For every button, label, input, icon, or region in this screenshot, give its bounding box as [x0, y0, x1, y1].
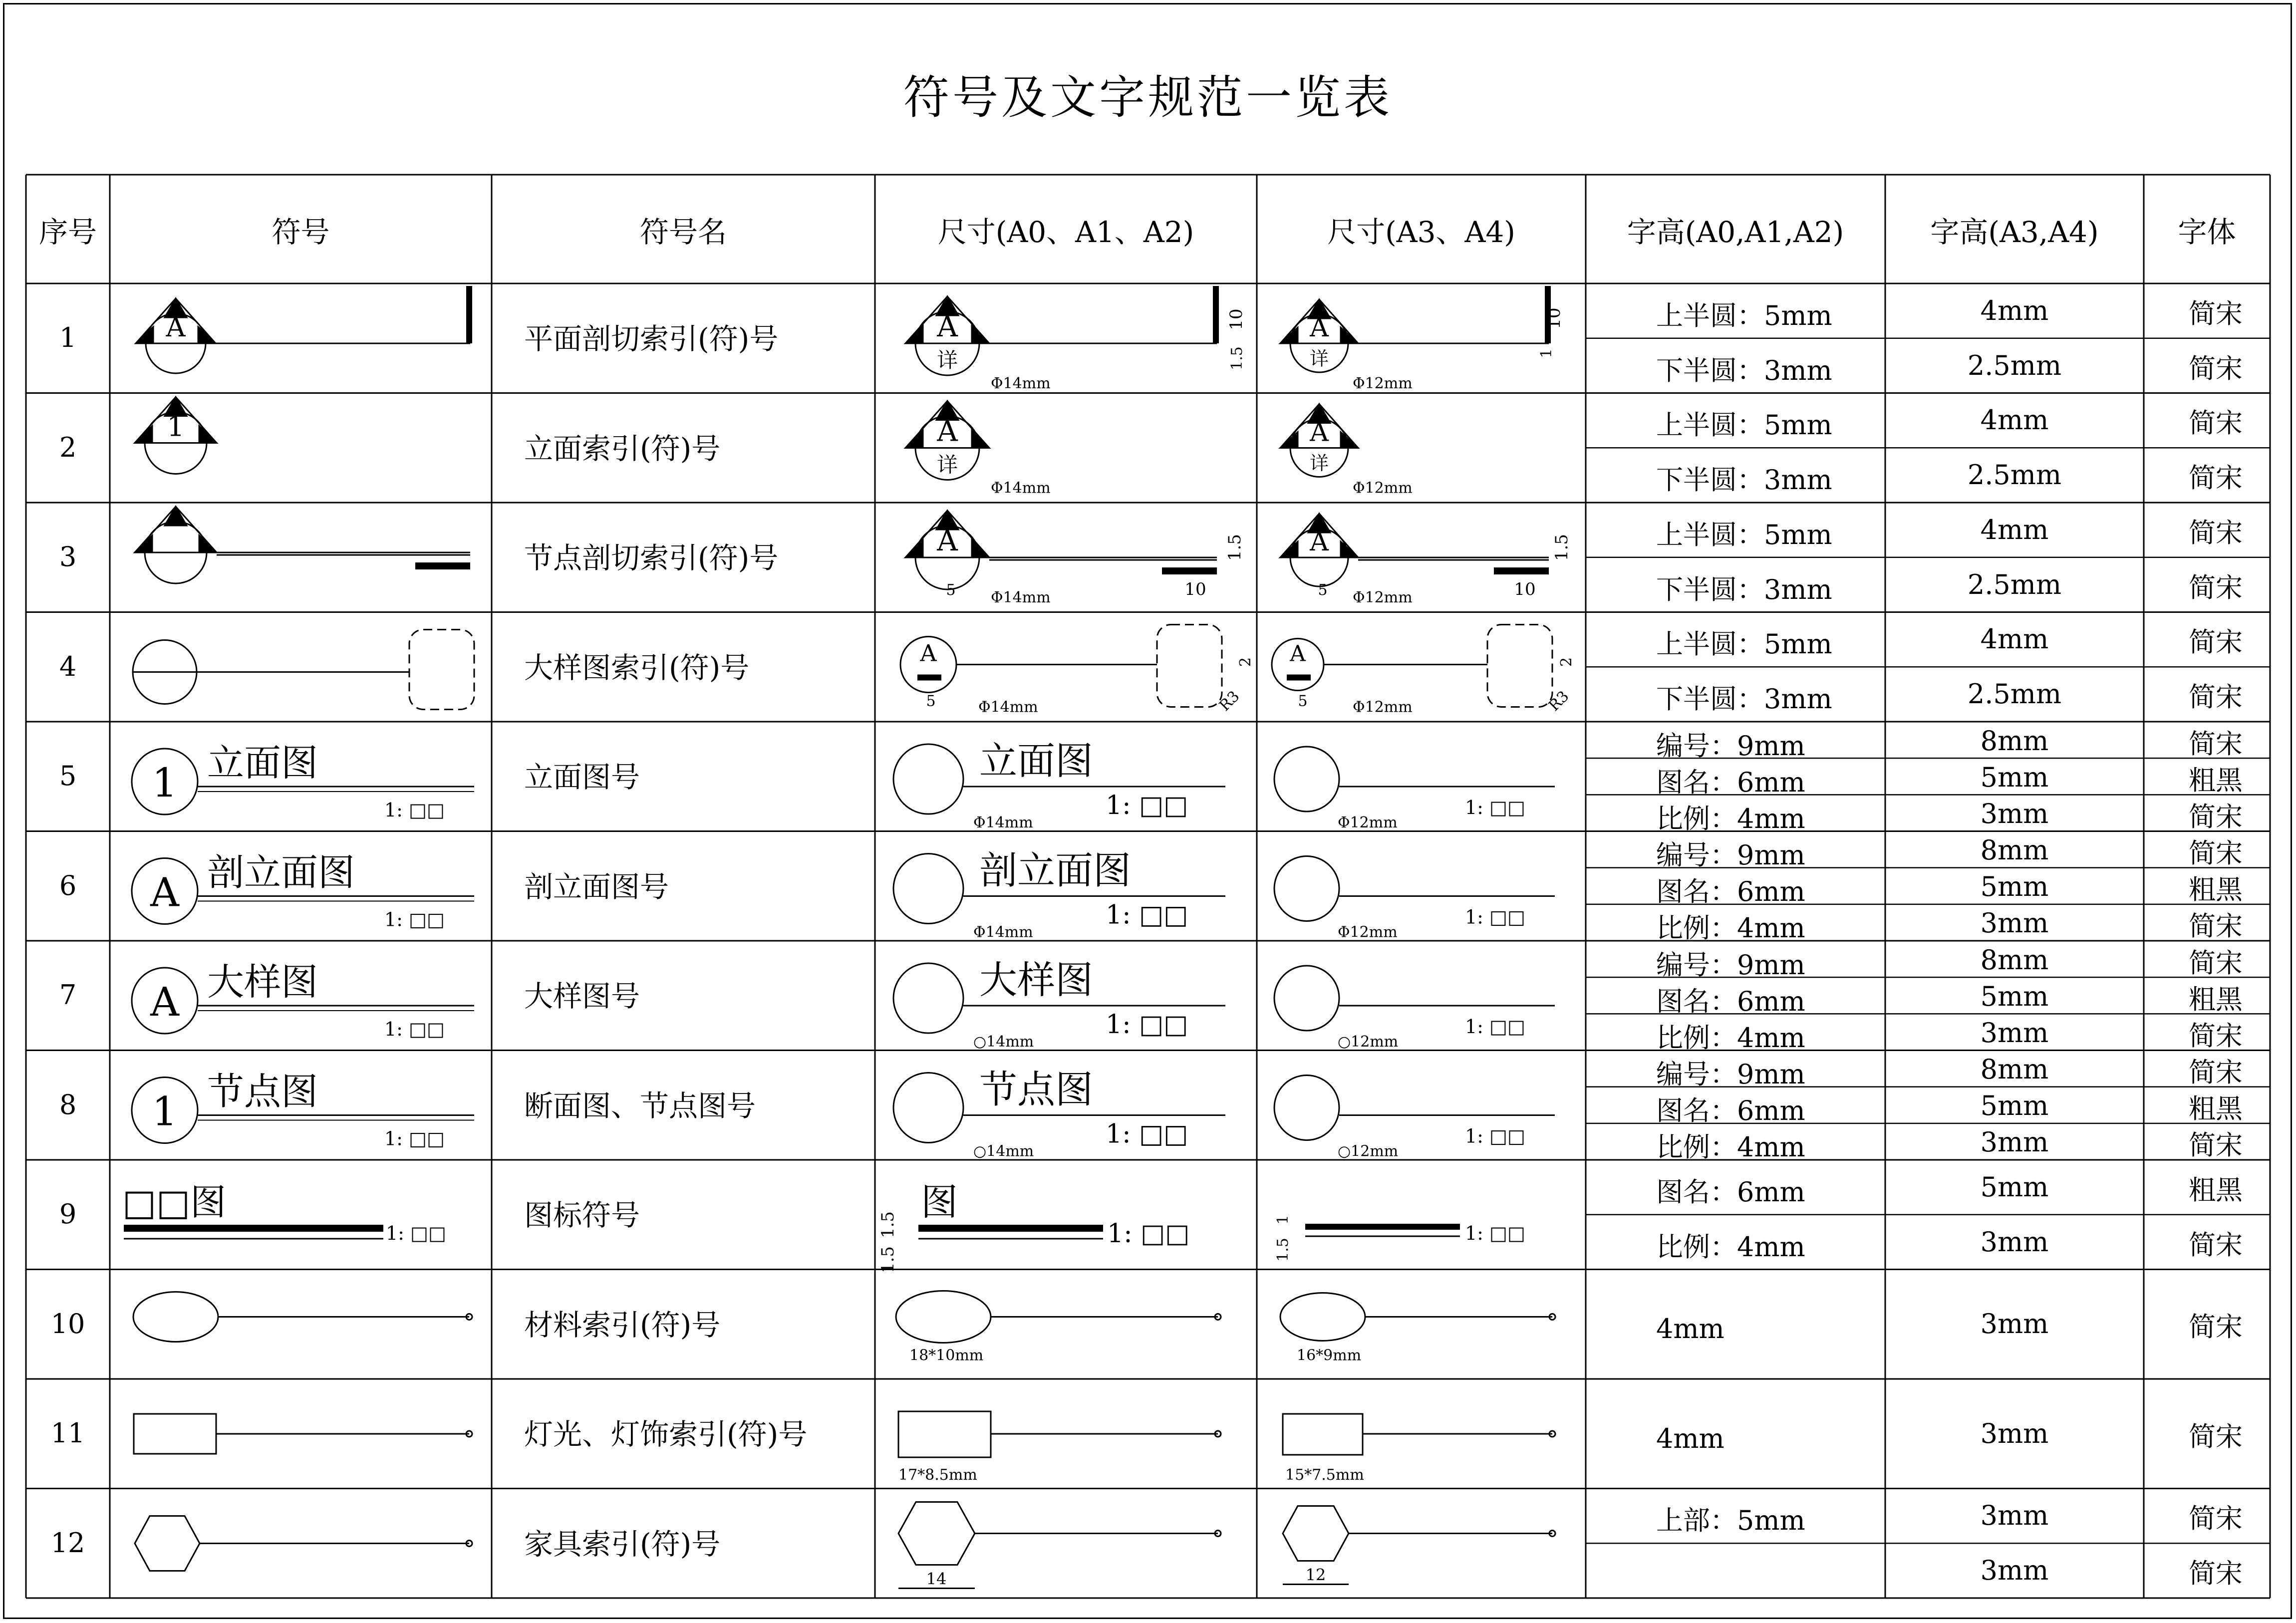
text-height-small: 2.5mm [1967, 349, 2062, 381]
dia-label: Φ14mm [991, 479, 1051, 497]
text-height-small: 4mm [1980, 404, 2049, 436]
dim-label: 10 [1544, 307, 1564, 329]
text-height-large: 图名：6mm [1656, 1095, 1805, 1127]
elevation-index-symbol-upper-label: 1 [167, 410, 185, 443]
dia-label: ○14mm [973, 1142, 1034, 1160]
dia-label: Φ14mm [991, 589, 1051, 606]
row-symbol-name: 材料索引(符)号 [524, 1308, 721, 1342]
row-symbol-name: 立面图号 [524, 760, 640, 794]
dim-label: R3 [1545, 687, 1573, 715]
font-name: 简宋 [2189, 352, 2243, 384]
text-height-large: 下半圆：3mm [1656, 354, 1832, 386]
detail-letter: A [920, 639, 937, 667]
text-height-large: 比例：4mm [1656, 803, 1805, 834]
scale-label: 1: □□ [1106, 1010, 1188, 1040]
elevation-index-small-right-fill [1341, 432, 1358, 448]
size-label: 16*9mm [1297, 1347, 1362, 1364]
plan-section-symbol-cut-bar [466, 286, 472, 343]
plan-section-symbol-right-fill [198, 327, 216, 343]
dia-label: Φ12mm [1353, 698, 1413, 716]
node-section-small-left-fill [1280, 541, 1298, 557]
size-label: 15*7.5mm [1285, 1466, 1364, 1484]
font-name: 简宋 [2189, 1020, 2243, 1052]
text-height-small: 3mm [1980, 1226, 2049, 1258]
dim-label: 14 [926, 1569, 947, 1589]
dim-label: 5 [1298, 692, 1308, 710]
text-height-large: 上半圆：5mm [1656, 409, 1832, 441]
scale-label: 1: □□ [384, 1018, 445, 1040]
text-height-small: 5mm [1980, 980, 2049, 1012]
dia-label: Φ12mm [1353, 479, 1413, 497]
dim-label: 10 [1226, 308, 1246, 330]
furniture-large-hexagon [898, 1502, 975, 1565]
row-number: 6 [59, 869, 77, 901]
material-small-ellipse [1280, 1293, 1365, 1341]
scale-label: 1: □□ [1465, 1125, 1525, 1147]
drawing-number-small-circle [1274, 747, 1339, 812]
node-section-large-right-fill [972, 540, 989, 557]
text-height-small: 2.5mm [1967, 678, 2062, 710]
font-name: 粗黑 [2189, 764, 2243, 796]
text-height-small: 3mm [1980, 1126, 2049, 1158]
row-symbol-name: 立面索引(符)号 [524, 431, 721, 466]
row-number: 4 [59, 650, 77, 682]
node-section-symbol-cut-bar [415, 562, 470, 569]
dim-label: 1.5 [878, 1246, 898, 1274]
text-height-small: 4mm [1980, 294, 2049, 326]
font-name: 简宋 [2189, 910, 2243, 942]
dia-label: Φ14mm [991, 375, 1051, 392]
drawing-number-small-circle [1274, 966, 1339, 1031]
text-height-large: 编号：9mm [1656, 730, 1805, 762]
text-height-large: 比例：4mm [1656, 912, 1805, 944]
elevation-index-small-lower-label: 详 [1310, 452, 1329, 474]
dia-label: Φ14mm [973, 923, 1033, 941]
dim-label: 1.5 [1552, 534, 1572, 561]
row-symbol-name: 大样图索引(符)号 [524, 650, 750, 685]
detail-bar [1287, 675, 1311, 681]
scale-label: 1: □□ [1107, 1219, 1190, 1249]
font-name: 简宋 [2189, 571, 2243, 603]
page-title: 符号及文字规范一览表 [903, 71, 1393, 124]
dim-label: 2 [1558, 657, 1575, 667]
font-name: 简宋 [2189, 947, 2243, 979]
plan-section-small-upper-label: A [1310, 313, 1329, 343]
material-large-ellipse [896, 1291, 991, 1343]
plan-section-small-right-fill [1341, 327, 1358, 343]
scale-label: 1: □□ [384, 799, 445, 821]
drawing-number-large-circle [893, 1073, 963, 1143]
text-height-small: 5mm [1980, 1090, 2049, 1122]
drawing-title-label: 立面图 [207, 742, 318, 785]
header-font: 字体 [2178, 215, 2236, 249]
material-ellipse [133, 1292, 218, 1342]
detail-small-box [1487, 625, 1552, 707]
drawing-number-large-circle [893, 963, 963, 1033]
text-height-small: 3mm [1980, 1500, 2049, 1532]
text-height-large: 图名：6mm [1656, 766, 1805, 798]
text-height-large: 下半圆：3mm [1656, 573, 1832, 605]
dim-label: 5 [946, 581, 956, 599]
text-height-large: 4mm [1656, 1422, 1724, 1454]
dim-label: 5 [1318, 581, 1328, 599]
drawing-title-label: 剖立面图 [207, 851, 355, 894]
plan-section-large-cut-bar [1213, 286, 1219, 343]
row-number: 2 [59, 431, 77, 463]
row-number: 10 [50, 1308, 85, 1340]
drawing-number-label: A [150, 979, 179, 1025]
title-block-label: □□图 [122, 1181, 227, 1223]
dim-label: 5 [926, 692, 936, 710]
node-section-small-upper-label: A [1310, 527, 1329, 557]
font-name: 简宋 [2189, 801, 2243, 832]
font-name: 简宋 [2189, 626, 2243, 658]
text-height-large: 图名：6mm [1656, 985, 1805, 1017]
title-block-large-label: 图 [921, 1181, 958, 1224]
elevation-index-small-upper-label: A [1310, 417, 1329, 448]
text-height-small: 4mm [1980, 623, 2049, 655]
dim-label: 10 [1514, 579, 1536, 599]
plan-section-small-lower-label: 详 [1310, 347, 1329, 370]
elevation-index-large-right-fill [972, 430, 989, 448]
row-number: 11 [50, 1417, 85, 1449]
drawing-number-small-circle [1274, 1076, 1339, 1140]
dim-label: 10 [1184, 579, 1206, 599]
text-height-small: 2.5mm [1967, 568, 2062, 600]
elevation-index-large-lower-label: 详 [937, 452, 958, 477]
font-name: 简宋 [2189, 728, 2243, 760]
row-number: 8 [59, 1088, 77, 1120]
detail-letter: A [1290, 641, 1306, 667]
text-height-small: 3mm [1980, 798, 2049, 829]
dia-label: Φ14mm [973, 814, 1033, 831]
lighting-small-rect [1283, 1414, 1363, 1455]
title-block-large-thick [918, 1225, 1103, 1232]
text-height-large: 下半圆：3mm [1656, 683, 1832, 715]
drawing-number-large-circle [893, 854, 963, 924]
text-height-small: 3mm [1980, 1308, 2049, 1340]
row-number: 7 [59, 979, 77, 1011]
font-name: 粗黑 [2189, 983, 2243, 1015]
row-number: 9 [59, 1198, 77, 1230]
dim-label: 2 [1237, 657, 1254, 667]
detail-index-box [409, 630, 474, 710]
elevation-index-large-left-fill [905, 430, 923, 448]
plan-section-large-upper-label: A [937, 310, 958, 343]
dim-label: 12 [1305, 1565, 1326, 1585]
text-height-large: 图名：6mm [1656, 1176, 1805, 1208]
dia-label: ○12mm [1338, 1033, 1399, 1051]
size-label: 18*10mm [909, 1347, 984, 1364]
text-height-small: 4mm [1980, 514, 2049, 545]
node-section-symbol-left-fill [135, 536, 152, 552]
text-height-small: 8mm [1980, 834, 2049, 866]
title-block-thick-rule [124, 1225, 383, 1232]
plan-section-large-right-fill [972, 326, 989, 343]
text-height-small: 8mm [1980, 725, 2049, 757]
text-height-small: 3mm [1980, 1417, 2049, 1449]
node-section-small-cut-bar [1494, 567, 1549, 574]
text-height-large: 比例：4mm [1656, 1022, 1805, 1054]
node-section-large-left-fill [905, 540, 923, 557]
dia-label: ○12mm [1338, 1142, 1399, 1160]
scale-label: 1: □□ [1106, 791, 1188, 820]
dim-label: 1.5 [878, 1211, 898, 1239]
elevation-index-small-left-fill [1280, 432, 1298, 448]
text-height-small: 3mm [1980, 907, 2049, 939]
drawing-large-title: 立面图 [979, 739, 1093, 783]
text-height-small: 5mm [1980, 871, 2049, 903]
plan-section-symbol-upper-label: A [166, 311, 186, 343]
scale-label: 1: □□ [1465, 1222, 1525, 1244]
font-name: 简宋 [2189, 297, 2243, 329]
row-symbol-name: 节点剖切索引(符)号 [524, 541, 779, 575]
dim-label: R3 [1216, 687, 1243, 715]
plan-section-symbol-left-fill [136, 327, 153, 343]
node-section-large-upper-label: A [937, 524, 958, 557]
font-name: 粗黑 [2189, 1174, 2243, 1206]
text-height-large: 编号：9mm [1656, 839, 1805, 871]
text-height-small: 2.5mm [1967, 459, 2062, 491]
font-name: 简宋 [2189, 1420, 2243, 1452]
dia-label: Φ12mm [1338, 814, 1398, 831]
dia-label: ○14mm [973, 1033, 1034, 1051]
scale-label: 1: □□ [1106, 900, 1188, 930]
font-name: 简宋 [2189, 1229, 2243, 1261]
drawing-number-label: 1 [152, 1088, 178, 1135]
node-section-large-cut-bar [1162, 567, 1217, 574]
dim-label: 1 [1538, 348, 1555, 358]
header-size-large: 尺寸(A0、A1、A2) [937, 215, 1194, 249]
row-symbol-name: 灯光、灯饰索引(符)号 [524, 1417, 808, 1451]
font-name: 简宋 [2189, 407, 2243, 439]
row-symbol-name: 平面剖切索引(符)号 [524, 322, 779, 356]
node-section-small-right-fill [1341, 541, 1358, 557]
drawing-large-title: 节点图 [979, 1067, 1093, 1112]
drawing-number-label: 1 [152, 760, 178, 806]
text-height-small: 5mm [1980, 761, 2049, 793]
font-name: 粗黑 [2189, 1093, 2243, 1125]
font-name: 简宋 [2189, 1311, 2243, 1343]
row-symbol-name: 大样图号 [524, 979, 640, 1013]
text-height-large: 上部：5mm [1656, 1505, 1805, 1537]
text-height-large: 比例：4mm [1656, 1231, 1805, 1263]
font-name: 简宋 [2189, 681, 2243, 713]
text-height-large: 编号：9mm [1656, 949, 1805, 981]
text-height-large: 上半圆：5mm [1656, 519, 1832, 550]
drawing-title-label: 节点图 [207, 1070, 318, 1113]
scale-label: 1: □□ [384, 1127, 445, 1150]
scale-label: 1: □□ [384, 908, 445, 931]
drawing-number-large-circle [893, 744, 963, 814]
scale-label: 1: □□ [1465, 906, 1525, 928]
text-height-small: 5mm [1980, 1171, 2049, 1203]
header-text-small: 字高(A3,A4) [1930, 215, 2099, 249]
elevation-index-symbol-right-fill [199, 426, 217, 443]
scale-label: 1: □□ [1465, 797, 1525, 818]
drawing-number-small-circle [1274, 856, 1339, 921]
dim-label: 1.5 [1228, 346, 1246, 370]
row-number: 12 [50, 1527, 85, 1559]
dia-label: Φ14mm [978, 698, 1038, 716]
elevation-index-large-upper-label: A [937, 414, 958, 448]
font-name: 简宋 [2189, 837, 2243, 869]
font-name: 简宋 [2189, 1057, 2243, 1088]
drawing-large-title: 剖立面图 [979, 848, 1131, 893]
title-block-small-thick [1305, 1224, 1460, 1230]
node-section-symbol-right-fill [199, 536, 217, 552]
text-height-small: 8mm [1980, 944, 2049, 976]
row-symbol-name: 断面图、节点图号 [524, 1088, 756, 1123]
text-height-small: 8mm [1980, 1054, 2049, 1085]
scale-label: 1: □□ [386, 1222, 446, 1244]
scale-label: 1: □□ [1465, 1016, 1525, 1038]
row-number: 1 [59, 322, 77, 353]
furniture-hexagon [135, 1516, 200, 1571]
row-symbol-name: 家具索引(符)号 [524, 1527, 721, 1561]
text-height-large: 下半圆：3mm [1656, 464, 1832, 496]
dia-label: Φ12mm [1353, 375, 1413, 392]
header-text-large: 字高(A0,A1,A2) [1627, 215, 1844, 249]
detail-large-box [1157, 625, 1222, 707]
dia-label: Φ12mm [1338, 923, 1398, 941]
text-height-large: 编号：9mm [1656, 1059, 1805, 1090]
drawing-title-label: 大样图 [207, 961, 318, 1004]
lighting-large-rect [898, 1411, 991, 1457]
font-name: 简宋 [2189, 1129, 2243, 1161]
dim-label: 1.5 [1225, 534, 1245, 561]
elevation-index-symbol-left-fill [135, 426, 152, 443]
detail-bar [917, 675, 941, 681]
font-name: 简宋 [2189, 1558, 2243, 1590]
row-symbol-name: 图标符号 [524, 1198, 640, 1232]
header-name: 符号名 [639, 215, 727, 249]
row-number: 3 [59, 541, 77, 572]
text-height-large: 4mm [1656, 1313, 1724, 1345]
text-height-large: 上半圆：5mm [1656, 299, 1832, 331]
drawing-number-label: A [150, 869, 179, 916]
plan-section-small-left-fill [1280, 327, 1298, 343]
dia-label: Φ12mm [1353, 589, 1413, 606]
dim-label: 1 [1274, 1215, 1292, 1225]
dim-label: 1.5 [1274, 1238, 1292, 1262]
row-symbol-name: 剖立面图号 [524, 869, 669, 904]
text-height-large: 比例：4mm [1656, 1131, 1805, 1163]
lighting-rect [134, 1414, 216, 1454]
font-name: 简宋 [2189, 462, 2243, 494]
text-height-small: 3mm [1980, 1555, 2049, 1587]
text-height-large: 图名：6mm [1656, 876, 1805, 908]
text-height-large: 上半圆：5mm [1656, 628, 1832, 660]
text-height-small: 3mm [1980, 1017, 2049, 1049]
font-name: 简宋 [2189, 1503, 2243, 1535]
furniture-small-hexagon [1283, 1506, 1349, 1561]
drawing-large-title: 大样图 [979, 958, 1093, 1002]
font-name: 粗黑 [2189, 874, 2243, 906]
scale-label: 1: □□ [1106, 1119, 1188, 1149]
header-size-small: 尺寸(A3、A4) [1327, 215, 1515, 249]
size-label: 17*8.5mm [898, 1466, 977, 1484]
header-seq: 序号 [38, 215, 97, 249]
plan-section-large-left-fill [905, 326, 923, 343]
row-number: 5 [59, 760, 77, 792]
plan-section-large-lower-label: 详 [937, 348, 958, 372]
font-name: 简宋 [2189, 517, 2243, 548]
header-symbol: 符号 [272, 215, 330, 249]
